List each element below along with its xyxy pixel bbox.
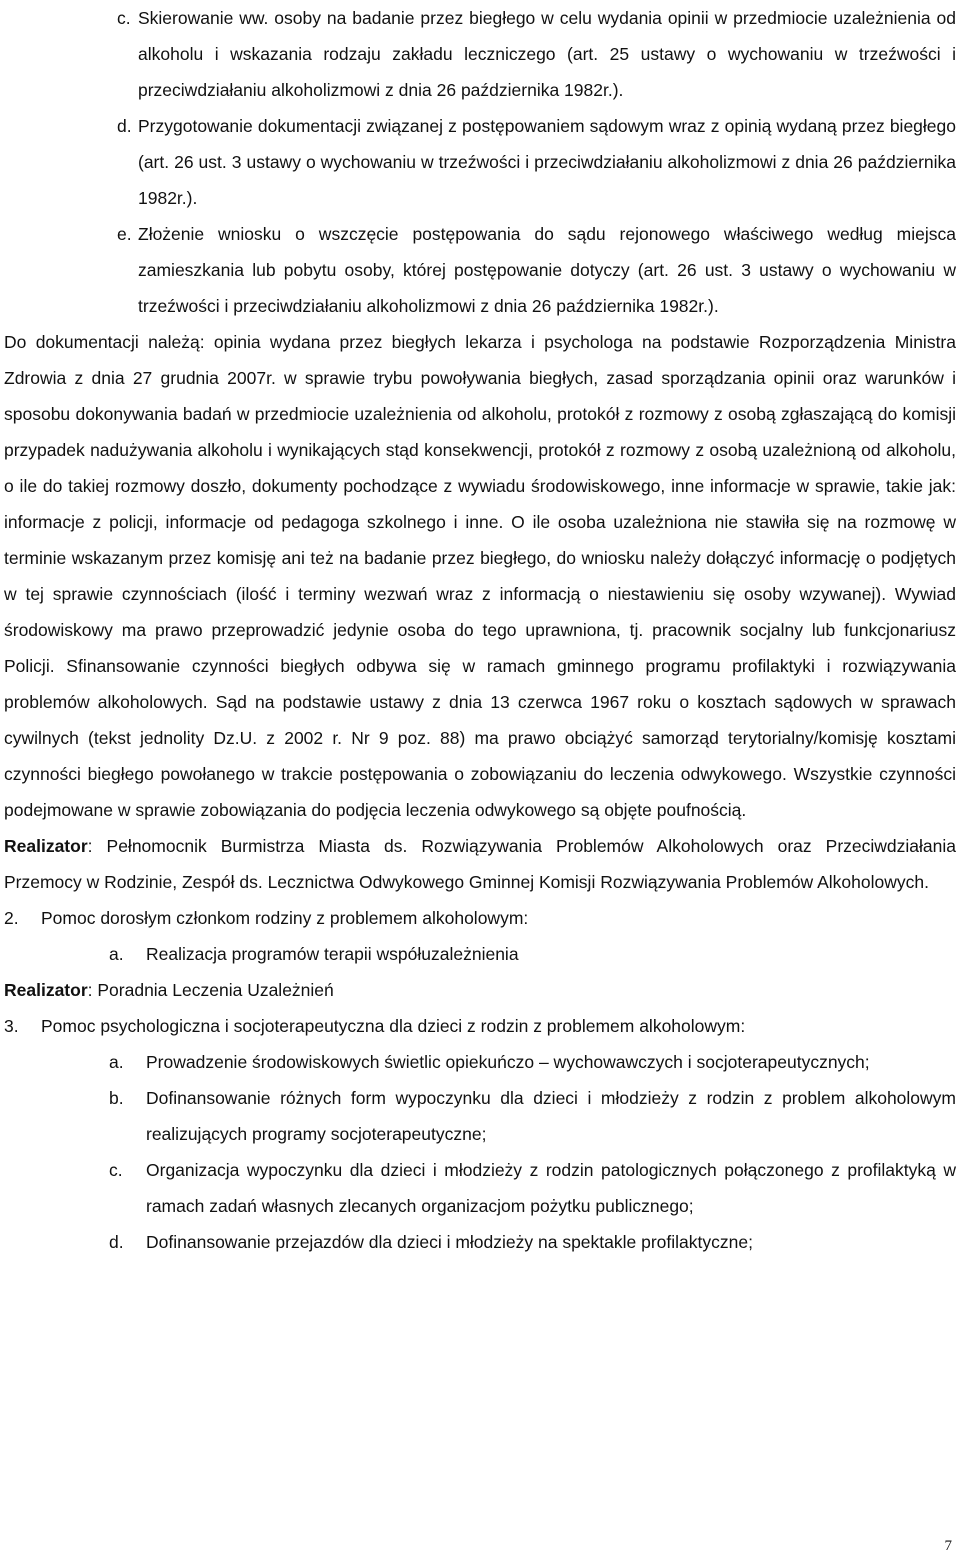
- realizator-paragraph-2: [4, 972, 956, 1008]
- list-item-text: Realizacja programów terapii współuzależnienia: [146, 944, 519, 964]
- realizator-label: Realizator: [4, 836, 88, 856]
- realizator-label: Realizator: [4, 980, 88, 1000]
- list-item-e: [4, 216, 956, 324]
- realizator-text: : Poradnia Leczenia Uzależnień: [87, 980, 334, 1000]
- list-letter: b.: [109, 1088, 124, 1108]
- list-item: [4, 936, 956, 972]
- section-2-list: [4, 936, 956, 972]
- list-item-d: [4, 108, 956, 216]
- list-letter: a.: [109, 1052, 124, 1072]
- section-number: 3.: [4, 1016, 19, 1036]
- list-item: [4, 1044, 956, 1080]
- list-item-text: Złożenie wniosku o wszczęcie postępowania do sądu rejonowego właściwego według miejsca zamieszkania lub pobytu osoby, której postępowanie dotyczy (art. 26 ust. 3 ustawy o wychowaniu w trzeźwości i przeciwdziałaniu alkoholizmowi z dnia 26 października 1982r.).: [138, 224, 956, 316]
- list-item-text: Organizacja wypoczynku dla dzieci i młodzieży z rodzin patologicznych połączonego z profilaktyką w ramach zadań własnych zlecanych organizacjom pożytku publicznego;: [146, 1160, 956, 1216]
- section-title: Pomoc psychologiczna i socjoterapeutyczna dla dzieci z rodzin z problemem alkoholowym:: [41, 1016, 746, 1036]
- list-item: [4, 1080, 956, 1152]
- list-item-text: Dofinansowanie przejazdów dla dzieci i młodzieży na spektakle profilaktyczne;: [146, 1232, 753, 1252]
- list-item: [4, 1224, 956, 1260]
- section-3-heading: [4, 1008, 956, 1044]
- list-letter: d.: [117, 116, 132, 136]
- list-item-text: Prowadzenie środowiskowych świetlic opiekuńczo – wychowawczych i socjoterapeutycznych;: [146, 1052, 870, 1072]
- section-title: Pomoc dorosłym członkom rodziny z problemem alkoholowym:: [41, 908, 529, 928]
- section-3-list: [4, 1044, 956, 1260]
- list-item: [4, 1152, 956, 1224]
- list-letter: d.: [109, 1232, 124, 1252]
- section-2-heading: [4, 900, 956, 936]
- section-number: 2.: [4, 908, 19, 928]
- list-item-text: Przygotowanie dokumentacji związanej z postępowaniem sądowym wraz z opinią wydaną przez biegłego (art. 26 ust. 3 ustawy o wychowaniu w trzeźwości i przeciwdziałaniu alkoholizmowi z dnia 26 października 1982r.).: [138, 116, 956, 208]
- list-item-c: [4, 0, 956, 108]
- list-letter: e.: [117, 224, 132, 244]
- realizator-paragraph-1: [4, 828, 956, 900]
- list-letter: c.: [117, 8, 131, 28]
- list-item-text: Dofinansowanie różnych form wypoczynku dla dzieci i młodzieży z rodzin z problem alkoholowym realizujących programy socjoterapeutyczne;: [146, 1088, 956, 1144]
- page-number: 7: [944, 1538, 952, 1554]
- list-letter: a.: [109, 944, 124, 964]
- realizator-text: : Pełnomocnik Burmistrza Miasta ds. Rozwiązywania Problemów Alkoholowych oraz Przeciwdziałania Przemocy w Rodzinie, Zespół ds. Lecznictwa Odwykowego Gminnej Komisji Rozwiązywania Problemów Alkoholowych.: [4, 836, 956, 892]
- list-letter: c.: [109, 1160, 123, 1180]
- documentation-paragraph: Do dokumentacji należą: opinia wydana przez biegłych lekarza i psychologa na podstawie Rozporządzenia Ministra Zdrowia z dnia 27 grudnia 2007r. w sprawie trybu powoływania biegłych, zasad sporządzania opinii oraz warunków i sposobu dokonywania badań w przedmiocie uzależnienia od alkoholu, protokół z rozmowy z osobą zgłaszającą do komisji przypadek nadużywania alkoholu i wynikających stąd konsekwencji, protokół z rozmowy z osobą uzależnioną od alkoholu, o ile do takiej rozmowy doszło, dokumenty pochodzące z wywiadu środowiskowego, inne informacje w sprawie, takie jak: informacje z policji, informacje od pedagoga szkolnego i inne. O ile osoba uzależniona nie stawiła się na rozmowę w terminie wskazanym przez komisję ani też na badanie przez biegłego, do wniosku należy dołączyć informację o podjętych w tej sprawie czynnościach (ilość i terminy wezwań wraz z informacją o niestawieniu się osoby wzywanej). Wywiad środowiskowy ma prawo przeprowadzić jedynie osoba do tego uprawniona, tj. pracownik socjalny lub funkcjonariusz Policji. Sfinansowanie czynności biegłych odbywa się w ramach gminnego programu profilaktyki i rozwiązywania problemów alkoholowych. Sąd na podstawie ustawy z dnia 13 czerwca 1967 roku o kosztach sądowych w sprawach cywilnych (tekst jednolity Dz.U. z 2002 r. Nr 9 poz. 88) ma prawo obciążyć samorząd terytorialny/komisję kosztami czynności biegłego powołanego w trakcie postępowania o zobowiązaniu do leczenia odwykowego. Wszystkie czynności podejmowane w sprawie zobowiązania do podjęcia leczenia odwykowego są objęte poufnością.: [4, 332, 956, 820]
- list-item-text: Skierowanie ww. osoby na badanie przez biegłego w celu wydania opinii w przedmiocie uzależnienia od alkoholu i wskazania rodzaju zakładu leczniczego (art. 25 ustawy o wychowaniu w trzeźwości i przeciwdziałaniu alkoholizmowi z dnia 26 października 1982r.).: [138, 8, 956, 100]
